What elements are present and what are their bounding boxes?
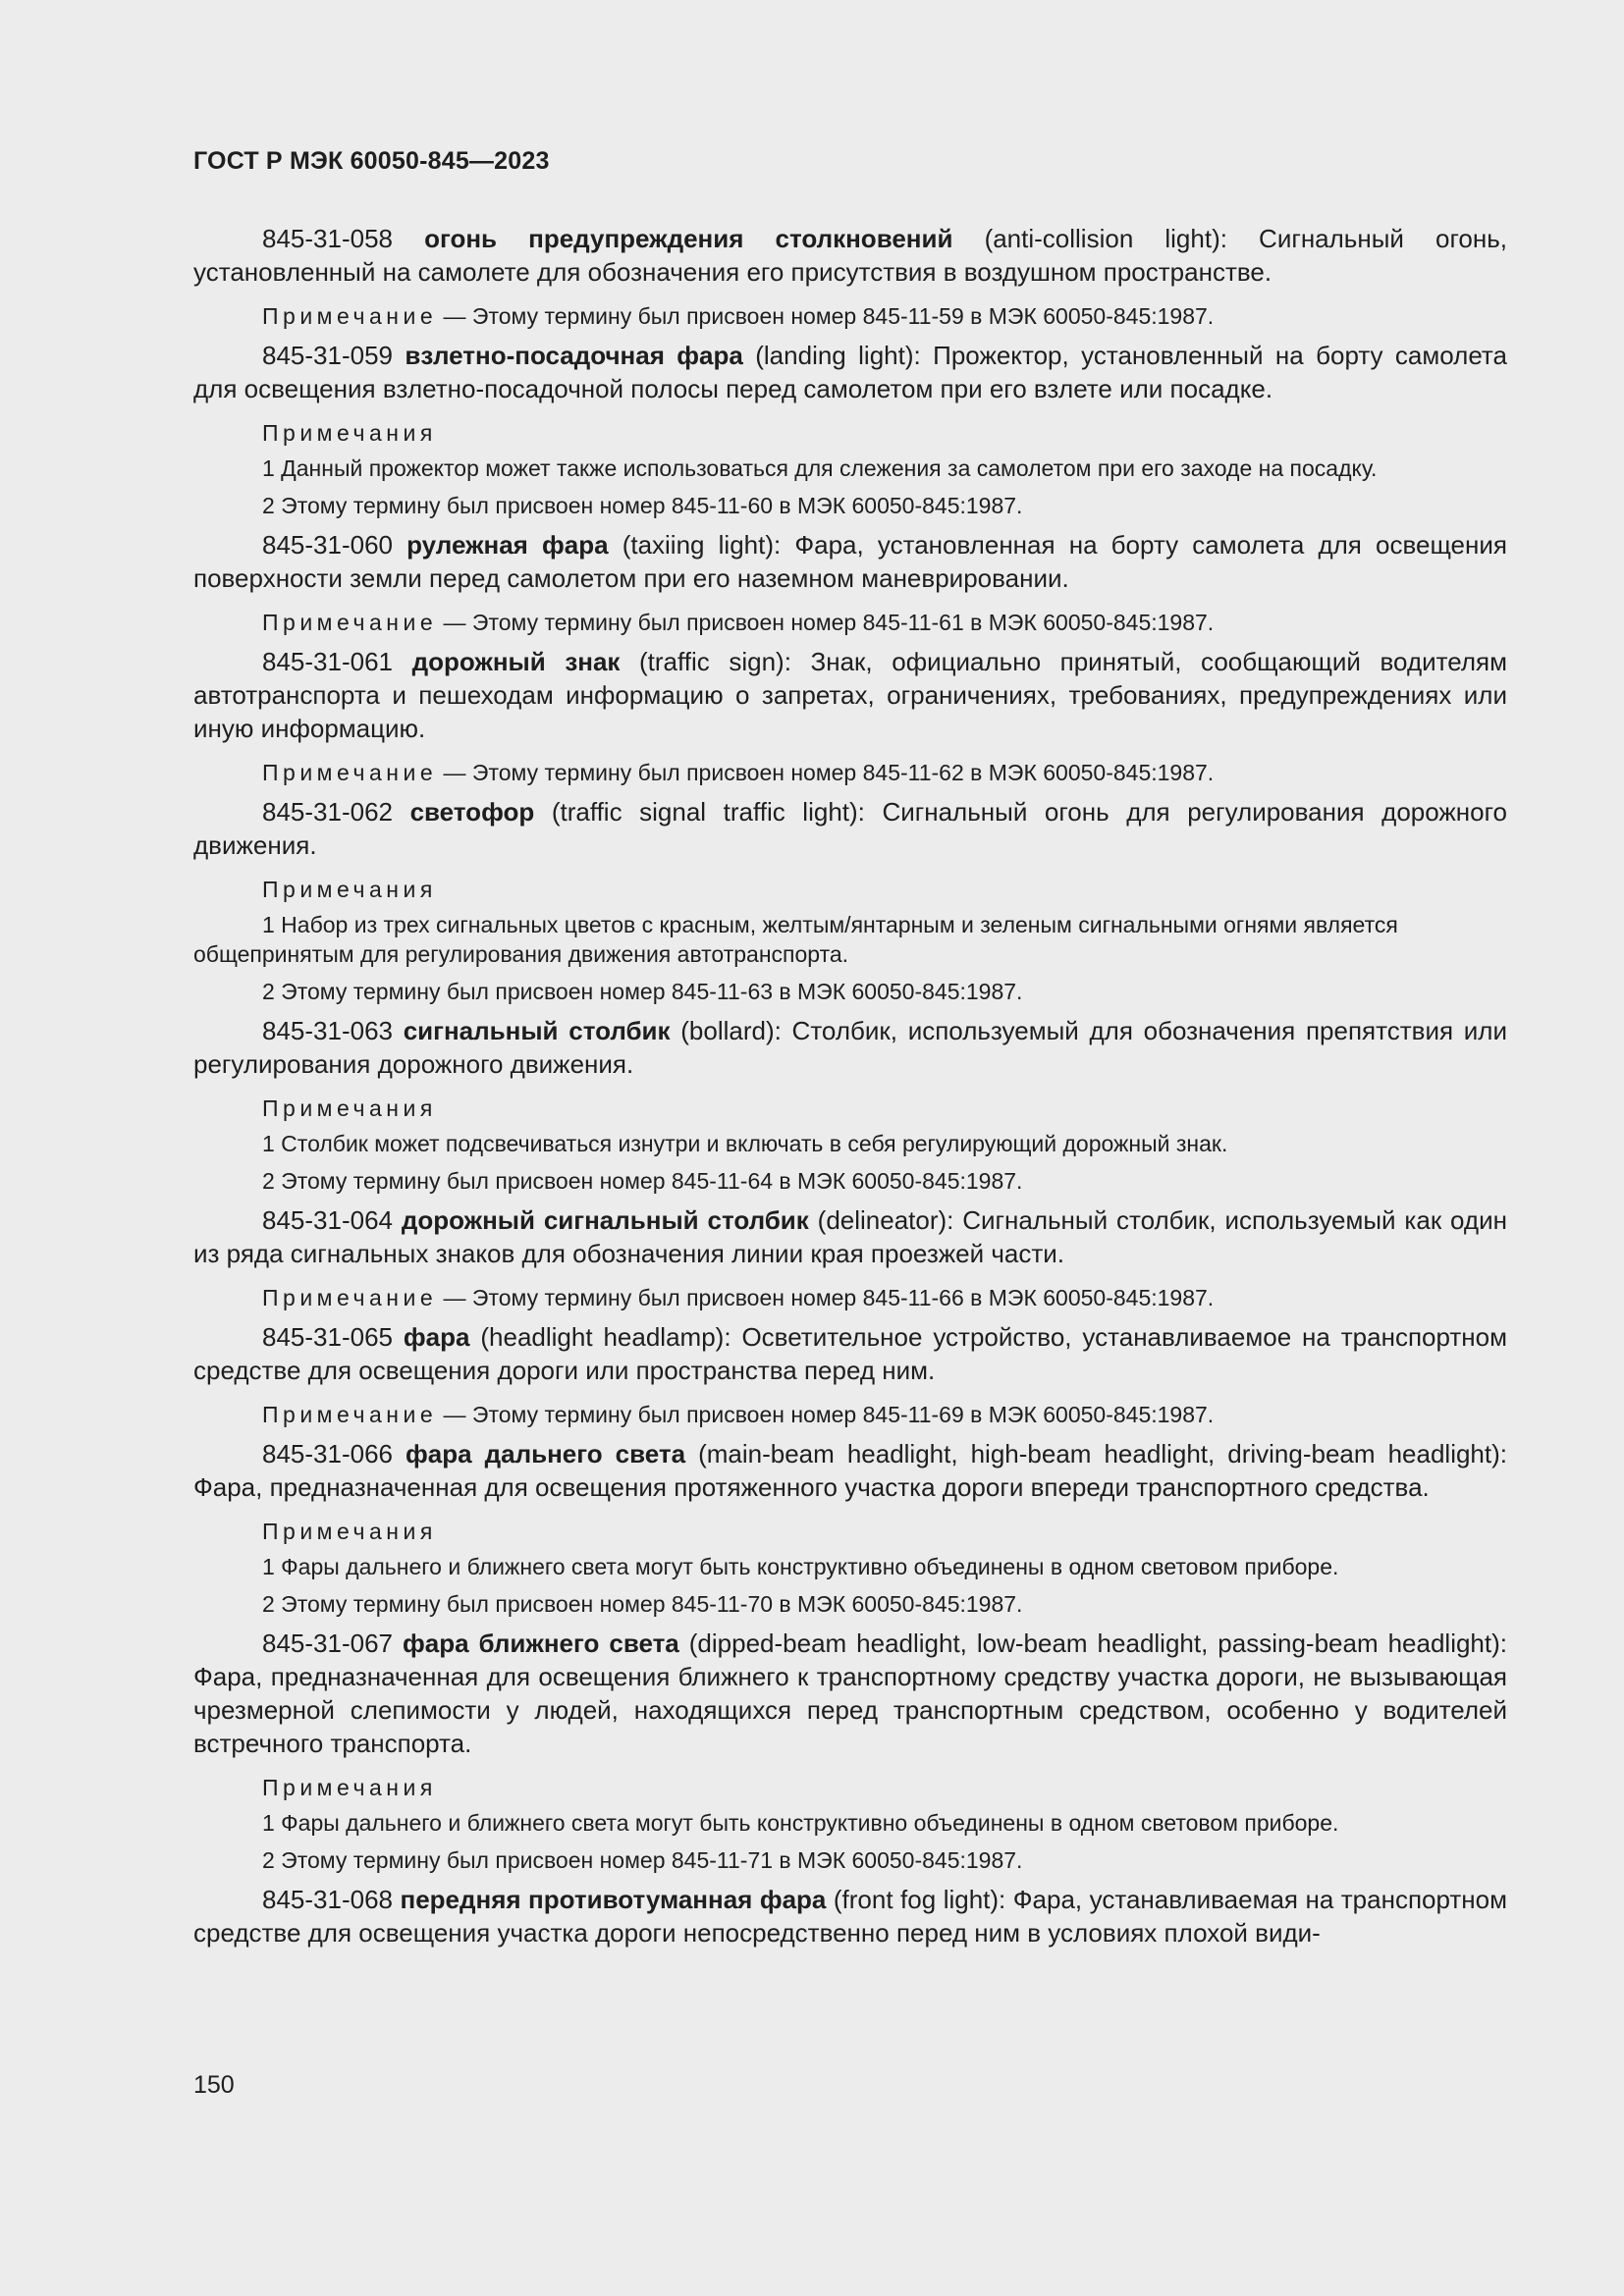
term-code: 845-31-059 [262, 341, 393, 370]
term-entry [193, 1014, 1507, 1081]
note-item: 2 Этому термину был присвоен номер 845-11-70 в МЭК 60050-845:1987. [262, 1591, 1023, 1617]
term-note [193, 758, 1507, 787]
term-definition: (taxiing light): Фара, установленная на борту самолета для освещения поверхности земли перед самолетом при его наземном маневрировании. [193, 530, 1507, 593]
term-code: 845-31-064 [262, 1205, 393, 1235]
document-body [193, 222, 1507, 1962]
term-definition: (dipped-beam headlight, low-beam headlight, passing-beam headlight): Фара, предназначенная для освещения ближнего к транспортному средству участка дороги, не вызывающая чрезмерной слепимости у людей, находящихся перед транспортным средством, особенно у водителей встречного транспорта. [193, 1629, 1507, 1758]
term-code: 845-31-060 [262, 530, 393, 560]
note-text: — Этому термину был присвоен номер 845-11-61 в МЭК 60050-845:1987. [443, 610, 1215, 635]
note-text: — Этому термину был присвоен номер 845-11-59 в МЭК 60050-845:1987. [443, 303, 1215, 329]
term-definition: (main-beam headlight, high-beam headlight, driving-beam headlight): Фара, предназначенная для освещения протяженного участка дороги впереди транспортного средства. [193, 1439, 1507, 1502]
term-note [193, 1283, 1507, 1312]
term-code: 845-31-063 [262, 1016, 393, 1045]
note-label: Примечание [262, 1402, 438, 1427]
term-entry [193, 339, 1507, 405]
term-name: фара ближнего света [402, 1629, 679, 1658]
notes-label: Примечания [262, 1519, 437, 1544]
term-entry [193, 1437, 1507, 1504]
term-entry [193, 1320, 1507, 1387]
note-item: 2 Этому термину был присвоен номер 845-11-64 в МЭК 60050-845:1987. [262, 1168, 1023, 1194]
term-code: 845-31-061 [262, 647, 393, 676]
term-definition: (traffic signal traffic light): Сигнальный огонь для регулирования дорожного движения. [193, 797, 1507, 860]
term-note [193, 608, 1507, 637]
note-text: — Этому термину был присвоен номер 845-11-66 в МЭК 60050-845:1987. [443, 1285, 1215, 1310]
notes-label: Примечания [262, 1095, 437, 1121]
term-definition: (landing light): Прожектор, установленный на борту самолета для освещения взлетно-посадочной полосы перед самолетом при его взлете или посадке. [193, 341, 1507, 403]
term-name: огонь предупреждения столкновений [424, 224, 953, 253]
term-name: светофор [409, 797, 535, 827]
term-name: фара дальнего света [406, 1439, 686, 1468]
term-definition: (headlight headlamp): Осветительное устройство, устанавливаемое на транспортном средстве для освещения дороги или пространства перед ним. [193, 1322, 1507, 1385]
note-item: 1 Столбик может подсвечиваться изнутри и включать в себя регулирующий дорожный знак. [262, 1131, 1228, 1156]
term-code: 845-31-068 [262, 1885, 393, 1914]
term-note [193, 301, 1507, 331]
term-entry [193, 222, 1507, 289]
note-item: 2 Этому термину был присвоен номер 845-11-71 в МЭК 60050-845:1987. [262, 1847, 1023, 1873]
note-item: 2 Этому термину был присвоен номер 845-11-60 в МЭК 60050-845:1987. [262, 493, 1023, 518]
document-header: ГОСТ Р МЭК 60050-845—2023 [193, 147, 550, 175]
term-name: фара [403, 1322, 470, 1352]
term-name: сигнальный столбик [403, 1016, 671, 1045]
term-code: 845-31-062 [262, 797, 393, 827]
page-number: 150 [193, 2071, 235, 2099]
term-entry [193, 795, 1507, 862]
note-item: 1 Фары дальнего и ближнего света могут быть конструктивно объединены в одном световом приборе. [262, 1554, 1339, 1579]
note-label: Примечание [262, 303, 438, 329]
term-definition: (bollard): Столбик, используемый для обозначения препятствия или регулирования дорожного движения. [193, 1016, 1507, 1079]
term-code: 845-31-066 [262, 1439, 393, 1468]
term-entry [193, 1627, 1507, 1760]
term-entry [193, 645, 1507, 745]
note-item: 2 Этому термину был присвоен номер 845-11-63 в МЭК 60050-845:1987. [262, 979, 1023, 1004]
term-name: взлетно-посадочная фара [405, 341, 743, 370]
term-code: 845-31-067 [262, 1629, 393, 1658]
term-definition: (delineator): Сигнальный столбик, используемый как один из ряда сигнальных знаков для обозначения линии края проезжей части. [193, 1205, 1507, 1268]
note-item: 1 Набор из трех сигнальных цветов с красным, желтым/янтарным и зеленым сигнальными огнями является общепринятым для регулирования движения автотранспорта. [193, 912, 1398, 967]
notes-label: Примечания [262, 877, 437, 902]
note-text: — Этому термину был присвоен номер 845-11-62 в МЭК 60050-845:1987. [443, 760, 1215, 785]
term-code: 845-31-065 [262, 1322, 393, 1352]
term-note [193, 1400, 1507, 1429]
term-code: 845-31-058 [262, 224, 393, 253]
term-entry [193, 528, 1507, 595]
note-label: Примечание [262, 610, 438, 635]
term-name: передняя противотуманная фара [400, 1885, 827, 1914]
term-definition: (anti-collision light): Сигнальный огонь, установленный на самолете для обозначения его присутствия в воздушном пространстве. [193, 224, 1507, 287]
notes-label: Примечания [262, 420, 437, 446]
note-label: Примечание [262, 1285, 438, 1310]
note-item: 1 Фары дальнего и ближнего света могут быть конструктивно объединены в одном световом приборе. [262, 1810, 1339, 1836]
term-name: дорожный знак [411, 647, 621, 676]
note-label: Примечание [262, 760, 438, 785]
notes-label: Примечания [262, 1775, 437, 1800]
term-entry [193, 1883, 1507, 1949]
note-text: — Этому термину был присвоен номер 845-11-69 в МЭК 60050-845:1987. [443, 1402, 1215, 1427]
note-item: 1 Данный прожектор может также использоваться для слежения за самолетом при его заходе на посадку. [262, 455, 1378, 481]
term-name: рулежная фара [406, 530, 609, 560]
term-entry [193, 1203, 1507, 1270]
term-definition: (traffic sign): Знак, официально принятый, сообщающий водителям автотранспорта и пешеходам информацию о запретах, ограничениях, требованиях, предупреждениях или иную информацию. [193, 647, 1507, 743]
term-name: дорожный сигнальный столбик [401, 1205, 809, 1235]
term-definition: (front fog light): Фара, устанавливаемая на транспортном средстве для освещения участка дороги непосредственно перед ним в условиях плохой види- [193, 1885, 1507, 1948]
